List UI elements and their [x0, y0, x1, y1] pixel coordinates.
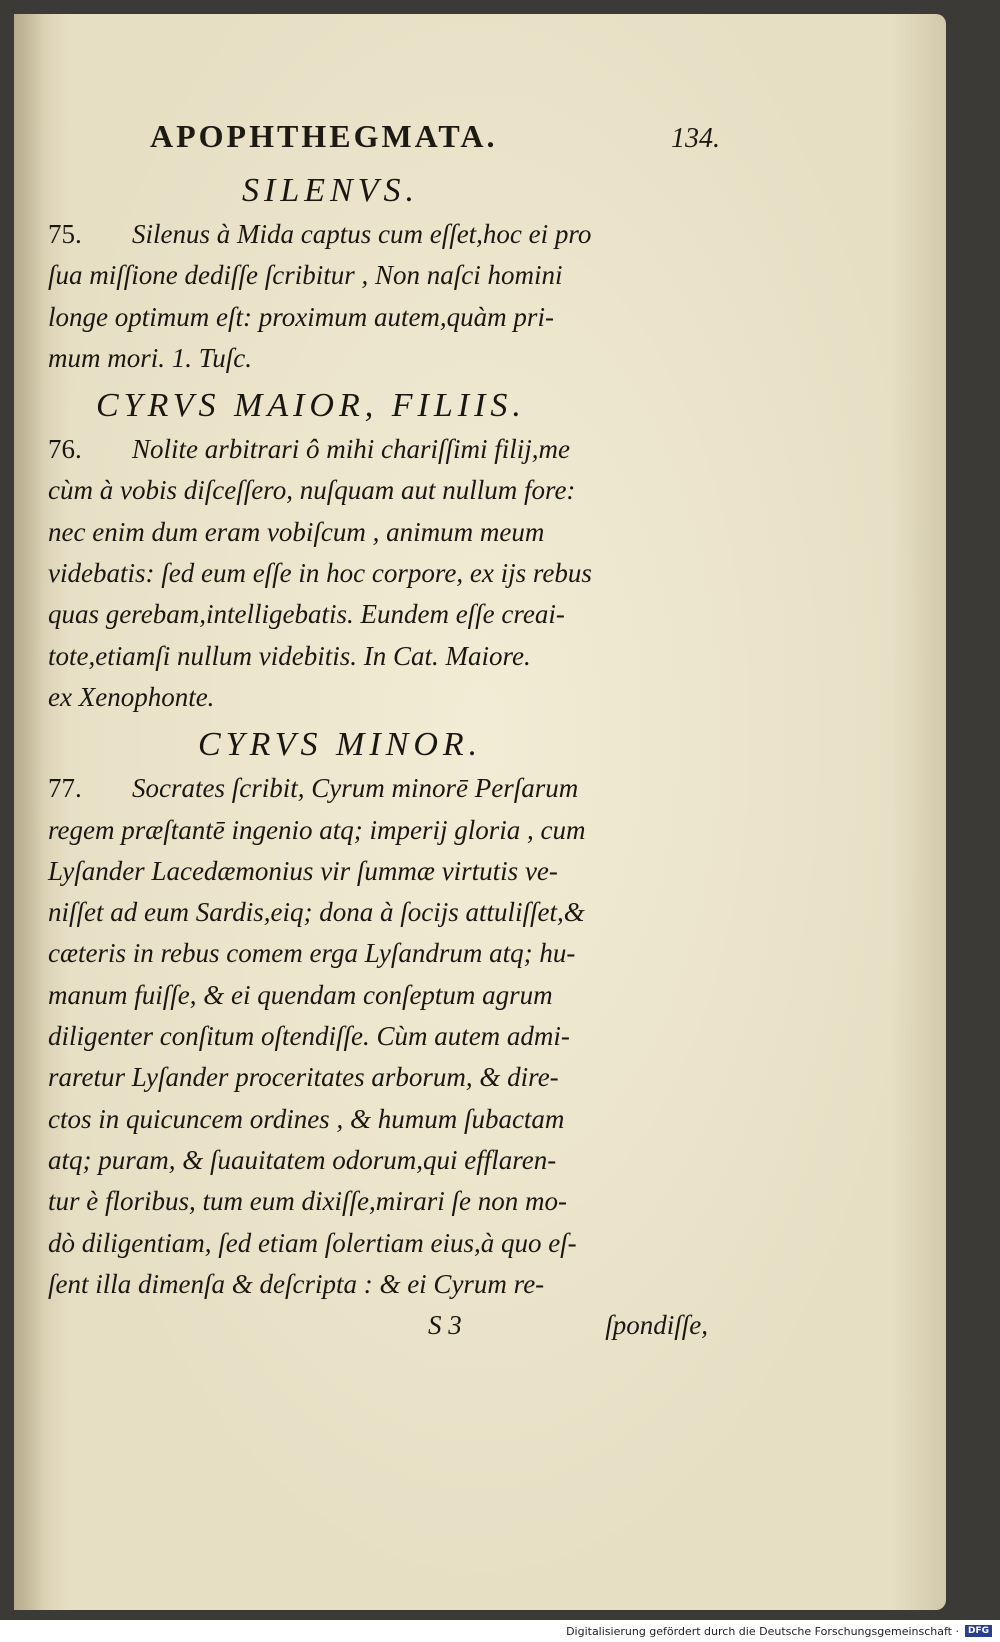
text-line: Lyſander Lacedæmonius vir ſummæ virtutis ve-	[48, 855, 558, 886]
text-line: ſua miſſione dediſſe ſcribitur , Non naſci homini	[48, 260, 563, 291]
text-line: ſent illa dimenſa & deſcripta : & ei Cyrum re-	[48, 1268, 545, 1299]
line-text: Silenus à Mida captus cum eſſet,hoc ei pro	[132, 219, 592, 249]
credit-bar	[0, 1620, 1000, 1642]
page-gutter	[14, 14, 44, 1610]
text-line: regem præſtantē ingenio atq; imperij gloria , cum	[48, 814, 586, 845]
text-line: ctos in quicuncem ordines , & humum ſubactam	[48, 1103, 565, 1134]
text-line: atq; puram, & ſuauitatem odorum,qui efflaren-	[48, 1144, 557, 1175]
section-heading-silenus: SILENVS.	[242, 172, 419, 209]
text-line: raretur Lyſander proceritates arborum, & dire-	[48, 1062, 559, 1093]
text-line: cùm à vobis diſceſſero, nuſquam aut nullum fore:	[48, 475, 576, 506]
catchword: ſpondiſſe,	[605, 1310, 708, 1341]
text-line	[48, 429, 708, 470]
running-head	[150, 118, 720, 155]
text-line	[48, 768, 708, 809]
page-number: 134.	[671, 123, 720, 154]
text-line: quas gerebam,intelligebatis. Eundem eſſe creai-	[48, 599, 565, 630]
text-line: cæteris in rebus comem erga Lyſandrum atq; hu-	[48, 938, 576, 969]
signature-mark: S 3	[428, 1310, 462, 1341]
text-line: tote,etiamſi nullum videbitis. In Cat. Maiore.	[48, 640, 531, 671]
text-line: mum mori. 1. Tuſc.	[48, 342, 253, 373]
text-block	[48, 168, 708, 1346]
page-footer	[48, 1305, 708, 1346]
text-line: videbatis: ſed eum eſſe in hoc corpore, ex ijs rebus	[48, 558, 592, 589]
apophthegm-number: 77.	[48, 773, 82, 804]
text-line: niſſet ad eum Sardis,eiq; dona à ſocijs attuliſſet,&	[48, 897, 585, 928]
running-title: APOPHTHEGMATA.	[150, 118, 498, 154]
text-line: nec enim dum eram vobiſcum , animum meum	[48, 516, 545, 547]
text-line: manum fuiſſe, & ei quendam conſeptum agrum	[48, 979, 553, 1010]
section-heading-cyrus-maior: CYRVS MAIOR, FILIIS.	[96, 387, 526, 425]
line-text: Nolite arbitrari ô mihi chariſſimi filij,me	[132, 434, 571, 465]
text-line	[48, 214, 708, 255]
apophthegm-number: 76.	[48, 434, 82, 465]
text-line: diligenter conſitum oſtendiſſe. Cùm autem admi-	[48, 1021, 570, 1052]
apophthegm-number: 75.	[48, 219, 82, 249]
text-line: tur è floribus, tum eum dixiſſe,mirari ſe non mo-	[48, 1186, 567, 1217]
text-line: dò diligentiam, ſed etiam ſolertiam eius,à quo eſ-	[48, 1227, 577, 1258]
text-line: longe optimum eſt: proximum autem,quàm pri-	[48, 301, 554, 332]
dfg-logo: DFG	[965, 1625, 992, 1637]
section-heading-cyrus-minor: CYRVS MINOR.	[198, 726, 483, 764]
line-text: Socrates ſcribit, Cyrum minorē Perſarum	[132, 773, 579, 804]
text-line: ex Xenophonte.	[48, 681, 215, 712]
credit-text: Digitalisierung gefördert durch die Deutsche Forschungsgemeinschaft ·	[566, 1624, 959, 1638]
